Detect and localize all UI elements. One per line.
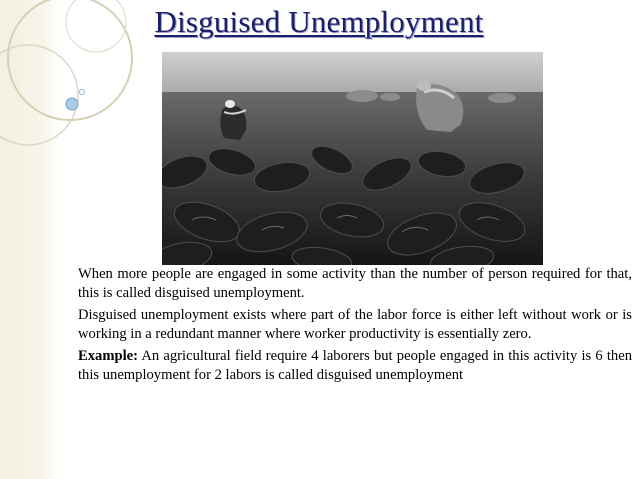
field-workers-photo [162,52,543,265]
paragraph-definition: When more people are engaged in some activity than the number of person required for that, this is called disguised unemployment. [78,266,632,302]
slide-title: Disguised Unemployment [154,4,484,39]
slide-body [78,265,632,387]
example-label: Example: [78,347,138,364]
paragraph-example [78,347,632,386]
decorative-circles [0,0,160,479]
decor-bubble-small [80,90,85,95]
decor-bubble-blue [66,98,78,110]
paragraph-explanation: Disguised unemployment exists where part of the labor force is either left without work or is working in a redundant manner where worker productivity is essentially zero. [78,306,632,343]
example-text: An agricultural field require 4 laborers but people engaged in this activity is 6 then this unemployment for 2 labors is called disguised unemployment [78,347,632,384]
decor-ring-medium [0,45,78,145]
